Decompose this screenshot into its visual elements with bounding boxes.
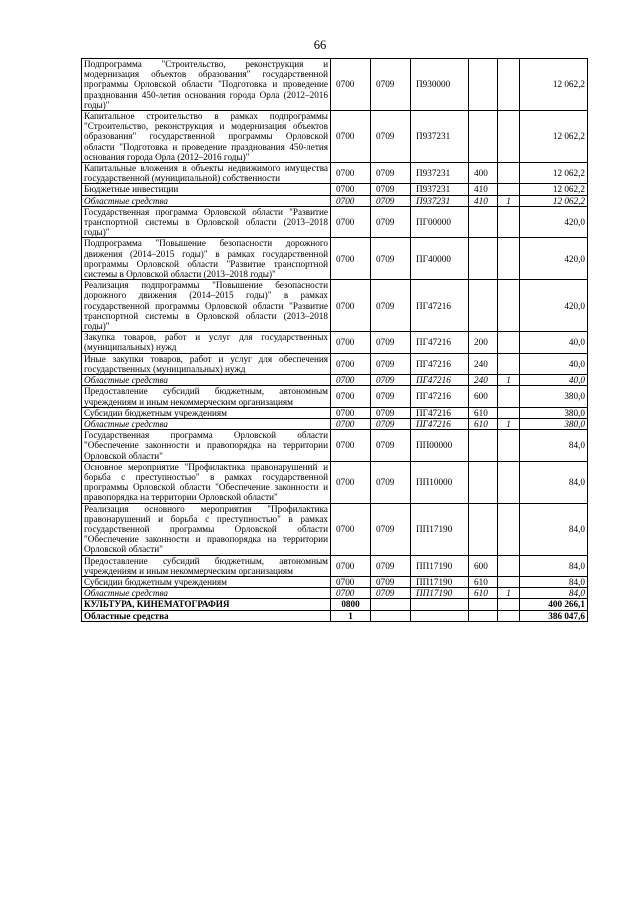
- subsection-code-cell: [371, 610, 411, 621]
- amount-cell: 420,0: [520, 206, 588, 238]
- row-name-cell: Субсидии бюджетным учреждениям: [82, 407, 331, 418]
- funding-source-cell: [498, 238, 520, 280]
- table-row: [82, 503, 588, 555]
- amount-cell: 380,0: [520, 418, 588, 429]
- subsection-code-cell: 0709: [371, 375, 411, 386]
- table-row: [82, 555, 588, 576]
- amount-cell: 380,0: [520, 407, 588, 418]
- row-name-cell: Капитальное строительство в рамках подпрограммы "Строительство, реконструкция и модернизация объектов образования" государственной программы Орловской области "Подготовка и проведение празднования 450-летия основания города Орла (2012–2016 годы)": [82, 111, 331, 163]
- row-name-cell: Субсидии бюджетным учреждениям: [82, 576, 331, 587]
- subsection-code-cell: 0709: [371, 555, 411, 576]
- table-row: [82, 576, 588, 587]
- row-name-cell: Государственная программа Орловской области "Развитие транспортной системы в Орловской области (2013–2018 годы)": [82, 206, 331, 238]
- row-name-cell: Иные закупки товаров, работ и услуг для обеспечения государственных (муниципальных) нужд: [82, 353, 331, 374]
- row-name-cell: Реализация основного мероприятия "Профилактика правонарушений и борьба с преступностью" в рамках государственной программы Орловской области "Обеспечение законности и правопорядка на территории Орловской области": [82, 503, 331, 555]
- subsection-code-cell: 0709: [371, 418, 411, 429]
- expense-type-cell: [469, 599, 498, 610]
- subsection-code-cell: 0709: [371, 184, 411, 195]
- section-code-cell: 0700: [331, 588, 371, 599]
- subsection-code-cell: 0709: [371, 353, 411, 374]
- target-article-cell: ПГ47216: [411, 332, 469, 353]
- amount-cell: 400 266,1: [520, 599, 588, 610]
- section-code-cell: 0700: [331, 430, 371, 462]
- table-row: [82, 588, 588, 599]
- target-article-cell: [411, 610, 469, 621]
- expense-type-cell: 600: [469, 555, 498, 576]
- target-article-cell: ПГ47216: [411, 418, 469, 429]
- funding-source-cell: [498, 576, 520, 587]
- section-code-cell: 0700: [331, 407, 371, 418]
- row-name-cell: КУЛЬТУРА, КИНЕМАТОГРАФИЯ: [82, 599, 331, 610]
- target-article-cell: П937231: [411, 163, 469, 184]
- table-row: [82, 386, 588, 407]
- table-row: [82, 599, 588, 610]
- target-article-cell: П937231: [411, 195, 469, 206]
- section-code-cell: 0700: [331, 461, 371, 503]
- expense-type-cell: 610: [469, 576, 498, 587]
- expense-type-cell: [469, 59, 498, 111]
- subsection-code-cell: [371, 599, 411, 610]
- table-row: [82, 163, 588, 184]
- section-code-cell: 0700: [331, 59, 371, 111]
- row-name-cell: Областные средства: [82, 610, 331, 621]
- subsection-code-cell: 0709: [371, 111, 411, 163]
- table-row: [82, 184, 588, 195]
- row-name-cell: Капитальные вложения в объекты недвижимого имущества государственной (муниципальной) собственности: [82, 163, 331, 184]
- funding-source-cell: 1: [498, 195, 520, 206]
- section-code-cell: 0700: [331, 206, 371, 238]
- target-article-cell: ПГ47216: [411, 353, 469, 374]
- page-number: 66: [313, 38, 327, 52]
- amount-cell: 420,0: [520, 280, 588, 332]
- row-name-cell: Реализация подпрограммы "Повышение безопасности дорожного движения (2014–2015 годы)" в рамках государственной программы Орловской области "Развитие транспортной системы в Орловской области (2013–2018 годы)": [82, 280, 331, 332]
- funding-source-cell: [498, 111, 520, 163]
- expense-type-cell: 610: [469, 588, 498, 599]
- funding-source-cell: 1: [498, 588, 520, 599]
- amount-cell: 84,0: [520, 461, 588, 503]
- funding-source-cell: [498, 353, 520, 374]
- expense-type-cell: 200: [469, 332, 498, 353]
- funding-source-cell: [498, 184, 520, 195]
- target-article-cell: П937231: [411, 184, 469, 195]
- section-code-cell: 0700: [331, 576, 371, 587]
- expense-type-cell: 410: [469, 184, 498, 195]
- amount-cell: 380,0: [520, 386, 588, 407]
- expense-type-cell: [469, 610, 498, 621]
- table-row: [82, 195, 588, 206]
- amount-cell: 12 062,2: [520, 111, 588, 163]
- funding-source-cell: [498, 610, 520, 621]
- funding-source-cell: [498, 555, 520, 576]
- amount-cell: 84,0: [520, 430, 588, 462]
- table-row: [82, 418, 588, 429]
- target-article-cell: ПГ47216: [411, 280, 469, 332]
- amount-cell: 40,0: [520, 332, 588, 353]
- target-article-cell: ПП10000: [411, 461, 469, 503]
- table-row: [82, 430, 588, 462]
- funding-source-cell: [498, 599, 520, 610]
- table-row: [82, 111, 588, 163]
- section-code-cell: 0700: [331, 353, 371, 374]
- target-article-cell: ПП17190: [411, 503, 469, 555]
- amount-cell: 84,0: [520, 576, 588, 587]
- subsection-code-cell: 0709: [371, 588, 411, 599]
- subsection-code-cell: 0709: [371, 332, 411, 353]
- target-article-cell: ПП17190: [411, 555, 469, 576]
- expense-type-cell: 240: [469, 375, 498, 386]
- target-article-cell: ПГ47216: [411, 386, 469, 407]
- table-row: [82, 280, 588, 332]
- table-row: [82, 610, 588, 621]
- section-code-cell: 0700: [331, 163, 371, 184]
- amount-cell: 12 062,2: [520, 195, 588, 206]
- table-row: [82, 407, 588, 418]
- expense-type-cell: 410: [469, 195, 498, 206]
- row-name-cell: Подпрограмма "Повышение безопасности дорожного движения (2014–2015 годы)" в рамках государственной программы Орловской области "Развитие транспортной системы в Орловской области (2013–2018 годы)": [82, 238, 331, 280]
- amount-cell: 12 062,2: [520, 59, 588, 111]
- funding-source-cell: 1: [498, 418, 520, 429]
- row-name-cell: Областные средства: [82, 195, 331, 206]
- budget-table: [81, 58, 588, 622]
- table-row: [82, 375, 588, 386]
- amount-cell: 84,0: [520, 588, 588, 599]
- section-code-cell: 0700: [331, 332, 371, 353]
- funding-source-cell: 1: [498, 375, 520, 386]
- row-name-cell: Предоставление субсидий бюджетным, автономным учреждениям и иным некоммерческим организациям: [82, 386, 331, 407]
- section-code-cell: 0700: [331, 375, 371, 386]
- amount-cell: 84,0: [520, 503, 588, 555]
- subsection-code-cell: 0709: [371, 195, 411, 206]
- table-row: [82, 238, 588, 280]
- table-row: [82, 59, 588, 111]
- target-article-cell: П937231: [411, 111, 469, 163]
- expense-type-cell: [469, 206, 498, 238]
- amount-cell: 40,0: [520, 353, 588, 374]
- row-name-cell: Областные средства: [82, 375, 331, 386]
- row-name-cell: Государственная программа Орловской области "Обеспечение законности и правопорядка на территории Орловской области": [82, 430, 331, 462]
- expense-type-cell: 400: [469, 163, 498, 184]
- target-article-cell: П930000: [411, 59, 469, 111]
- row-name-cell: Областные средства: [82, 588, 331, 599]
- section-code-cell: 1: [331, 610, 371, 621]
- subsection-code-cell: 0709: [371, 386, 411, 407]
- target-article-cell: ПП17190: [411, 576, 469, 587]
- target-article-cell: ПГ40000: [411, 238, 469, 280]
- row-name-cell: Закупка товаров, работ и услуг для государственных (муниципальных) нужд: [82, 332, 331, 353]
- funding-source-cell: [498, 59, 520, 111]
- funding-source-cell: [498, 386, 520, 407]
- table-row: [82, 461, 588, 503]
- section-code-cell: 0700: [331, 280, 371, 332]
- section-code-cell: 0700: [331, 195, 371, 206]
- amount-cell: 386 047,6: [520, 610, 588, 621]
- section-code-cell: 0700: [331, 184, 371, 195]
- funding-source-cell: [498, 461, 520, 503]
- expense-type-cell: 610: [469, 407, 498, 418]
- section-code-cell: 0700: [331, 238, 371, 280]
- subsection-code-cell: 0709: [371, 163, 411, 184]
- row-name-cell: Областные средства: [82, 418, 331, 429]
- row-name-cell: Бюджетные инвестиции: [82, 184, 331, 195]
- funding-source-cell: [498, 163, 520, 184]
- section-code-cell: 0700: [331, 111, 371, 163]
- section-code-cell: 0800: [331, 599, 371, 610]
- expense-type-cell: [469, 503, 498, 555]
- target-article-cell: ПП17190: [411, 588, 469, 599]
- expense-type-cell: 610: [469, 418, 498, 429]
- funding-source-cell: [498, 206, 520, 238]
- target-article-cell: ПГ47216: [411, 407, 469, 418]
- amount-cell: 12 062,2: [520, 184, 588, 195]
- amount-cell: 420,0: [520, 238, 588, 280]
- amount-cell: 12 062,2: [520, 163, 588, 184]
- target-article-cell: ПГ00000: [411, 206, 469, 238]
- expense-type-cell: 600: [469, 386, 498, 407]
- row-name-cell: Предоставление субсидий бюджетным, автономным учреждениям и иным некоммерческим организациям: [82, 555, 331, 576]
- funding-source-cell: [498, 332, 520, 353]
- subsection-code-cell: 0709: [371, 206, 411, 238]
- expense-type-cell: [469, 461, 498, 503]
- target-article-cell: ПП00000: [411, 430, 469, 462]
- expense-type-cell: [469, 111, 498, 163]
- funding-source-cell: [498, 430, 520, 462]
- table-body: [82, 59, 588, 622]
- expense-type-cell: [469, 280, 498, 332]
- section-code-cell: 0700: [331, 386, 371, 407]
- target-article-cell: [411, 599, 469, 610]
- funding-source-cell: [498, 503, 520, 555]
- subsection-code-cell: 0709: [371, 461, 411, 503]
- subsection-code-cell: 0709: [371, 407, 411, 418]
- table-row: [82, 332, 588, 353]
- expense-type-cell: [469, 430, 498, 462]
- subsection-code-cell: 0709: [371, 503, 411, 555]
- funding-source-cell: [498, 407, 520, 418]
- section-code-cell: 0700: [331, 555, 371, 576]
- subsection-code-cell: 0709: [371, 576, 411, 587]
- amount-cell: 40,0: [520, 375, 588, 386]
- subsection-code-cell: 0709: [371, 280, 411, 332]
- table-row: [82, 206, 588, 238]
- amount-cell: 84,0: [520, 555, 588, 576]
- section-code-cell: 0700: [331, 503, 371, 555]
- target-article-cell: ПГ47216: [411, 375, 469, 386]
- expense-type-cell: 240: [469, 353, 498, 374]
- subsection-code-cell: 0709: [371, 59, 411, 111]
- subsection-code-cell: 0709: [371, 238, 411, 280]
- expense-type-cell: [469, 238, 498, 280]
- table-row: [82, 353, 588, 374]
- funding-source-cell: [498, 280, 520, 332]
- row-name-cell: Основное мероприятие "Профилактика правонарушений и борьба с преступностью" в рамках государственной программы Орловской области "Обеспечение законности и правопорядка на территории Орловской области": [82, 461, 331, 503]
- section-code-cell: 0700: [331, 418, 371, 429]
- row-name-cell: Подпрограмма "Строительство, реконструкция и модернизация объектов образования" государственной программы Орловской области "Подготовка и проведение празднования 450-летия основания города Орла (2012–2016 годы)": [82, 59, 331, 111]
- subsection-code-cell: 0709: [371, 430, 411, 462]
